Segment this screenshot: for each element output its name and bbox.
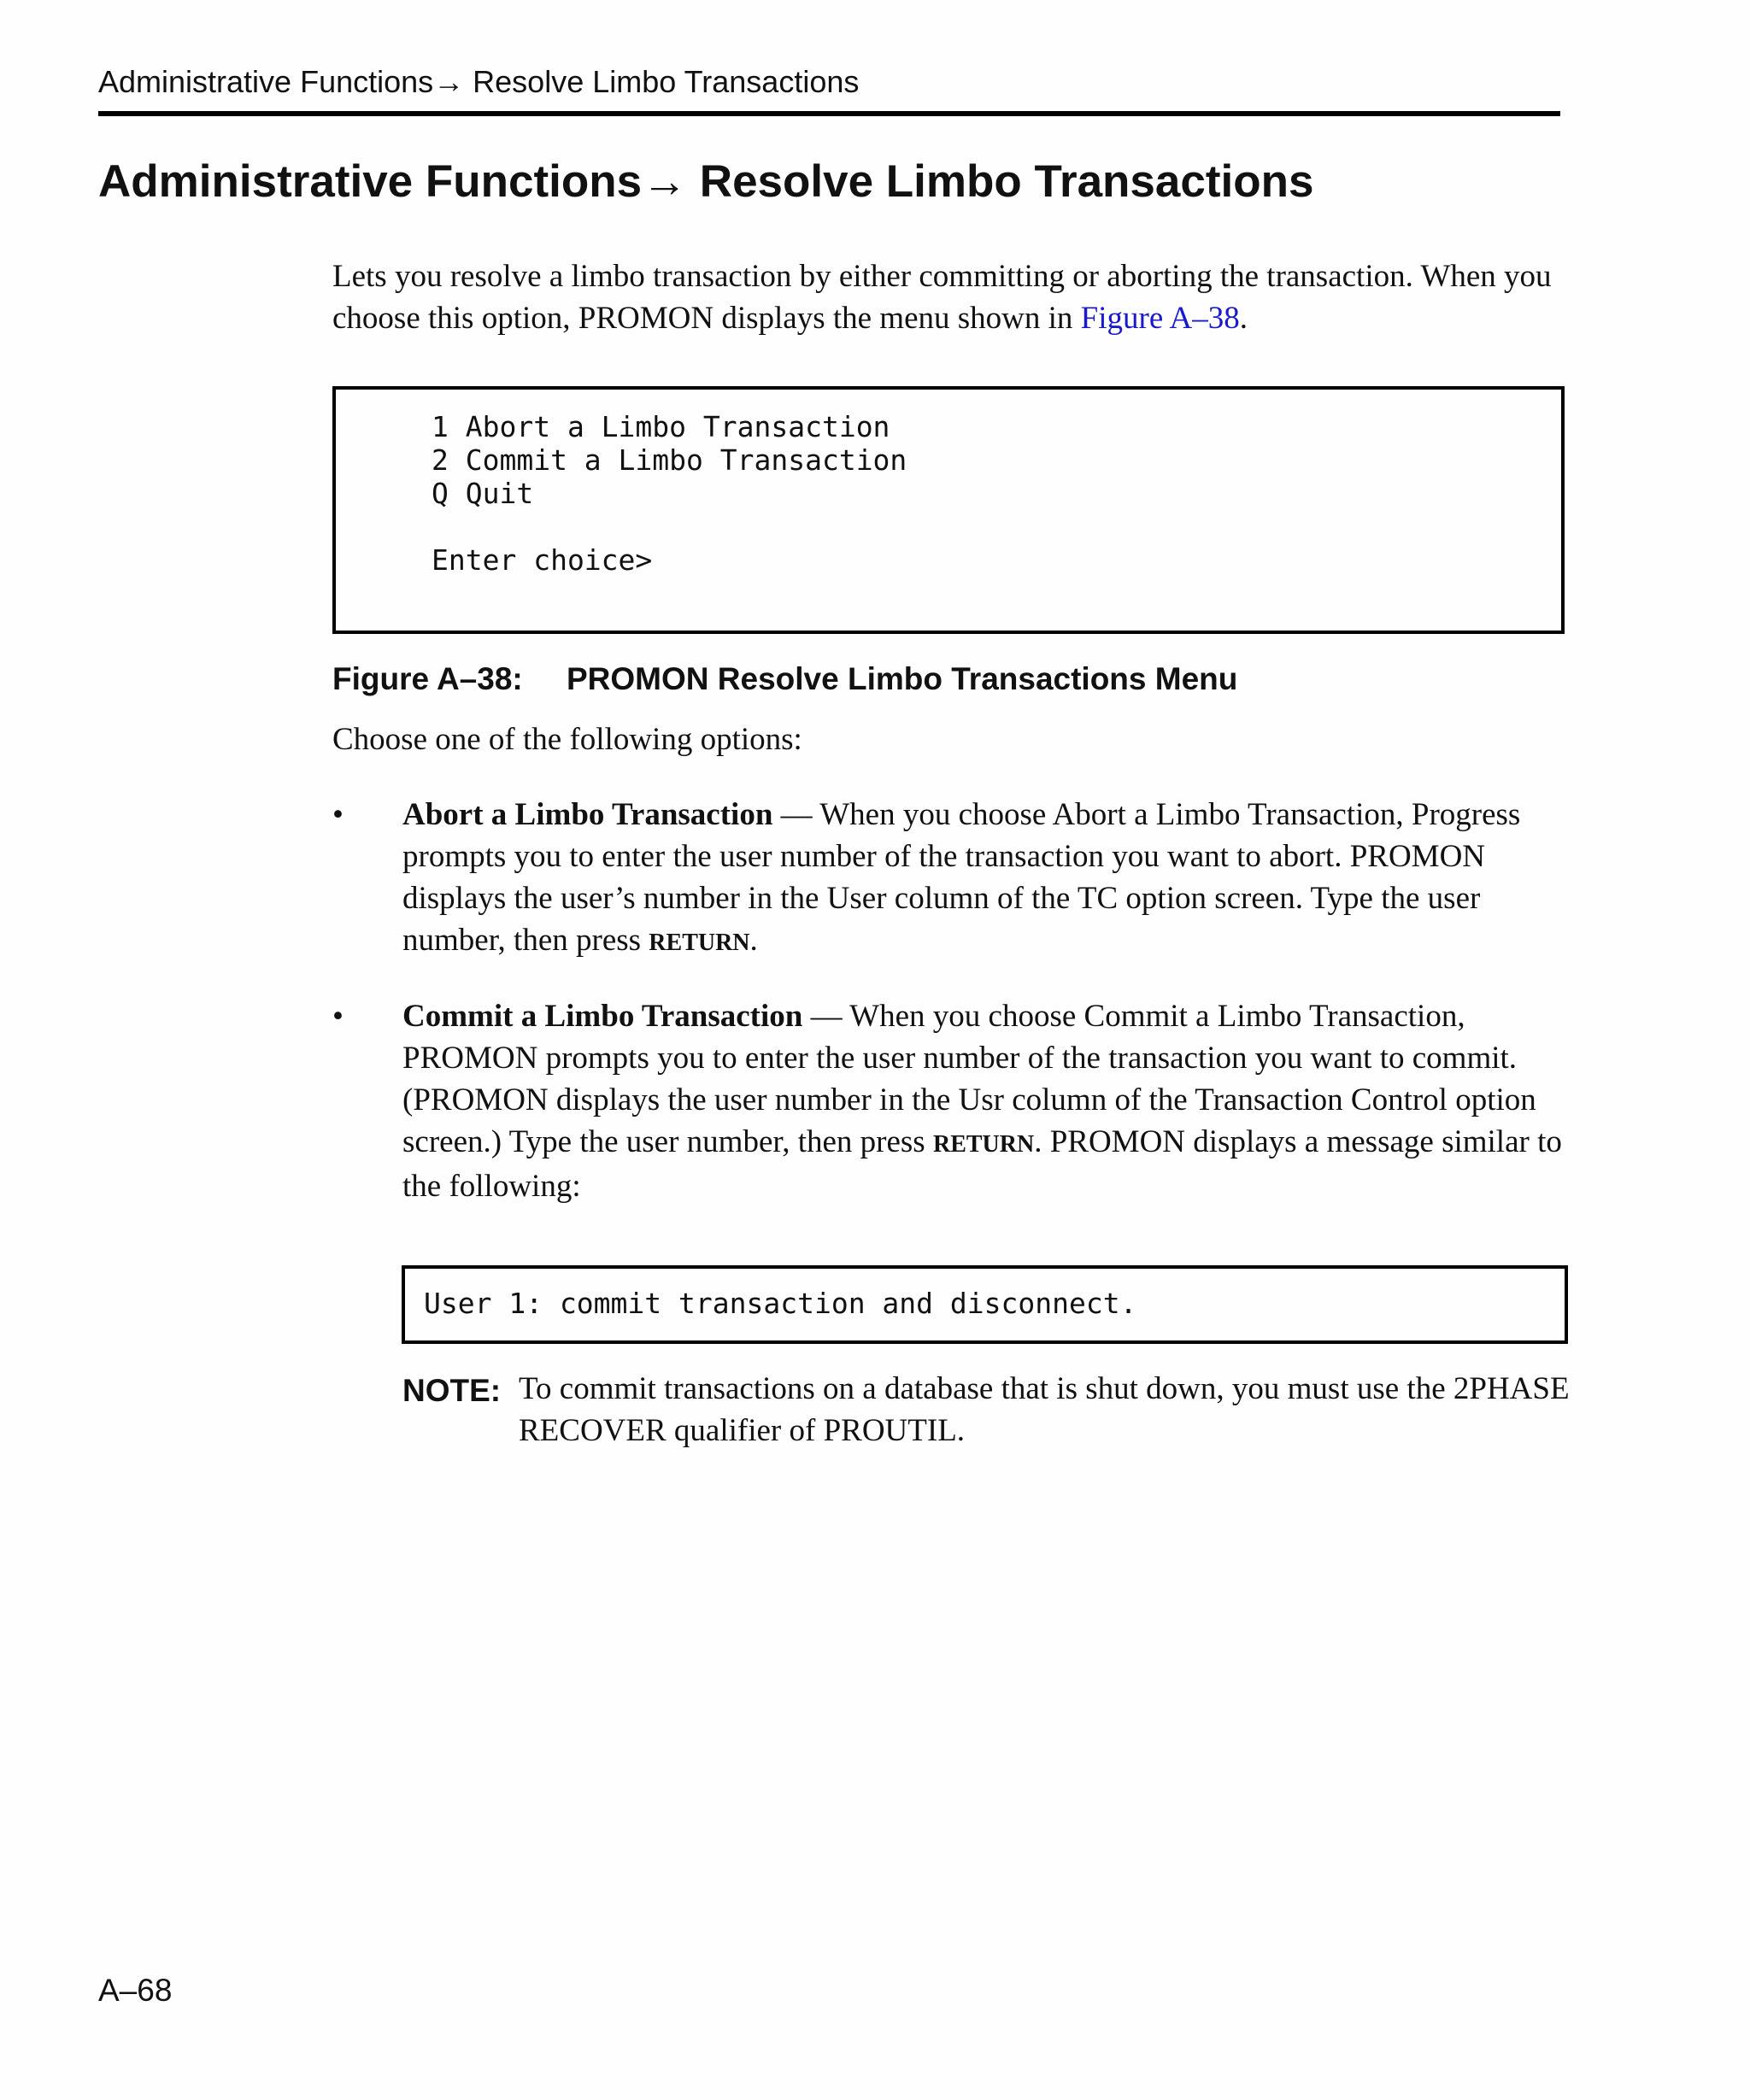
intro-paragraph [332,255,1563,339]
bullet-symbol: • [332,999,344,1034]
bullet-text: — When you choose Abort a Limbo Transaction, Progress prompts you to enter the user number of the transaction you want to abort. PROMON displays the user’s number in the User column of the TC option screen. Type the user number, then press [402,797,1521,958]
running-header: Administrative Functions→ Resolve Limbo Transactions [98,64,860,99]
figure-label: Figure A–38: [332,661,523,696]
bullet-end: . PROMON displays a message similar to the following: [402,1124,1562,1204]
bullet-term: Abort a Limbo Transaction [402,797,773,832]
bullet-end: . [749,923,758,958]
note-label: NOTE: [402,1373,502,1408]
choose-text: Choose one of the following options: [332,722,802,757]
menu-lines [432,410,907,577]
return-key: RETURN [649,930,750,956]
menu-line: 1 Abort a Limbo Transaction [432,410,890,443]
menu-line: 2 Commit a Limbo Transaction [432,443,907,477]
bullet-symbol: • [332,797,344,832]
figure-link[interactable]: Figure A–38 [1080,301,1240,336]
bullet-abort [402,794,1565,964]
output-line: User 1: commit transaction and disconnect. [424,1287,1137,1320]
figure-caption [332,663,1237,695]
page-title: Administrative Functions→ Resolve Limbo Transactions [98,156,1314,207]
intro-text: Lets you resolve a limbo transaction by either committing or aborting the transaction. When you choose this option, PROMON displays the menu shown in [332,259,1552,336]
return-key: RETURN [932,1131,1035,1158]
bullet-term: Commit a Limbo Transaction [402,999,803,1034]
note-text: To commit transactions on a database that is shut down, you must use the 2PHASE RECOVER qualifier of PROUTIL. [519,1371,1570,1448]
figure-caption-text: PROMON Resolve Limbo Transactions Menu [567,661,1238,696]
intro-end: . [1239,301,1248,336]
menu-line: Enter choice> [432,543,653,577]
menu-line: Q Quit [432,477,534,510]
bullet-text: — When you choose Commit a Limbo Transaction, PROMON prompts you to enter the user number of the transaction you want to commit. (PROMON displays the user number in the Usr column of the Transaction Control option screen.) Type the user number, then press [402,999,1536,1159]
bullet-commit [402,995,1565,1207]
header-rule [98,111,1560,116]
output-code-box [402,1265,1568,1344]
menu-code-box [332,386,1565,634]
menu-line [432,510,907,543]
page-number: A–68 [98,1973,173,2008]
